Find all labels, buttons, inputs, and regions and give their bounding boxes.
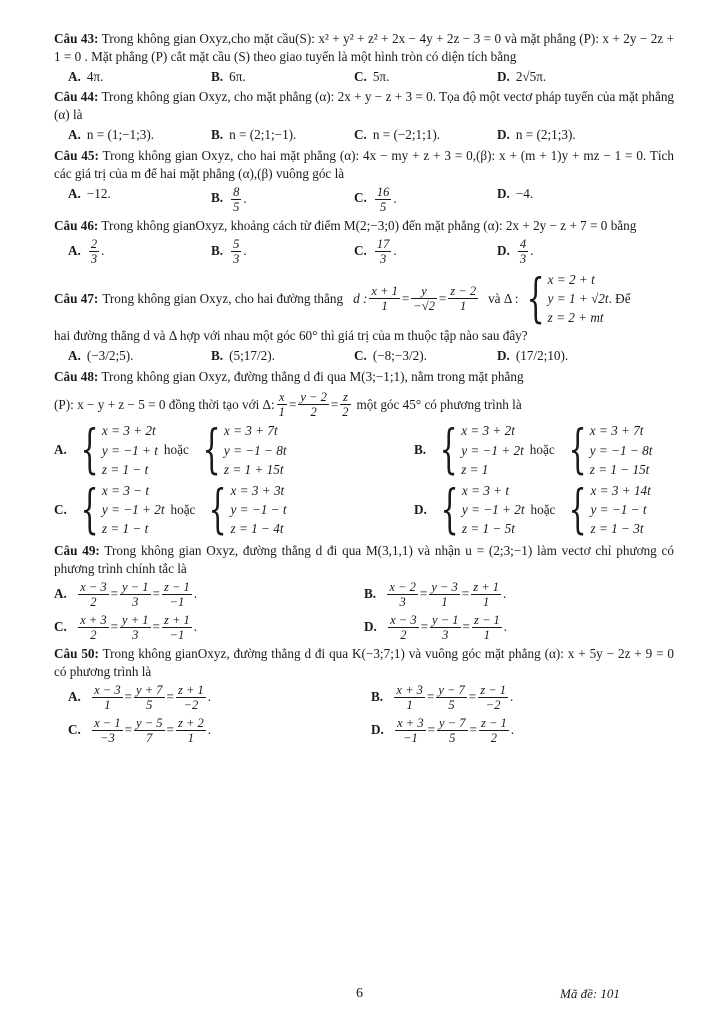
choice-c: C. 5π. — [354, 68, 390, 84]
question-46 — [54, 217, 674, 235]
choice-b: B. $\frac{5}{3}$ . — [211, 237, 247, 267]
choices-47 — [54, 347, 674, 365]
question-label: Câu 47: — [54, 290, 99, 306]
choice-a: A. $\frac{x - 3}{1}$ = $\frac{y + 7}{5}$ = $\frac{z + 1}{-2}$ . — [68, 683, 212, 713]
question-label: Câu 43: — [54, 31, 99, 46]
question-label: Câu 46: — [54, 218, 99, 234]
choices-49-ab — [54, 580, 674, 610]
choice-d: D. $\frac{x - 3}{2}$ = $\frac{y - 1}{3}$ = $\frac{z - 1}{1}$ . — [364, 612, 508, 643]
question-label: Câu 50: — [54, 646, 99, 662]
choice-c: C. $\frac{17}{3}$ . — [354, 237, 397, 267]
choices-50-cd — [54, 716, 674, 746]
choice-d: D. n = (2;1;3). — [497, 127, 576, 143]
choice-c: C. n = (−2;1;1). — [354, 127, 441, 143]
choice-b: B. 6π. — [211, 68, 246, 84]
choice-a: A. $\frac{2}{3}$ . — [68, 237, 105, 267]
choices-48-ab — [54, 420, 674, 481]
question-text: Trong không gianOxyz, khoảng cách từ điểm M(2;−3;0) đến mặt phẳng (α): 2x + 2y − z + 7 = 0 bằng — [101, 218, 637, 234]
exam-page — [54, 30, 674, 749]
choice-d: D. $\frac{4}{3}$ . — [497, 237, 534, 267]
question-text: Trong không gian Oxyz, cho hai mặt phẳng (α): 4x − my + z + 3 = 0,(β): x + (m + 1)y + mz − 1 = 0. Tích các giá trị của m để hai mặt phẳng (α),(β) vuông góc là — [54, 147, 675, 181]
choice-d: D. −4. — [497, 185, 534, 201]
choice-c: C. $\frac{x + 3}{2}$ = $\frac{y + 1}{3}$ = $\frac{z + 1}{-1}$ . — [54, 612, 198, 643]
choice-a: A. n = (1;−1;3). — [68, 127, 155, 143]
delta-system: { x = 2 + t y = 1 + √2t z = 2 + mt — [525, 268, 609, 329]
choice-c: C. $\frac{x - 1}{-3}$ = $\frac{y - 5}{7}$ = $\frac{z + 2}{1}$ . — [68, 715, 212, 746]
choice-b: B. $\frac{x + 3}{1}$ = $\frac{y - 7}{5}$ = $\frac{z - 1}{-2}$ . — [371, 683, 514, 713]
choice-a: A. 4π. — [68, 68, 104, 84]
question-48: Câu 48: Trong không gian Oxyz, đường thẳng d đi qua M(3;−1;1), nằm trong mặt phẳng — [54, 368, 524, 384]
choice-b: B. n = (2;1;−1). — [211, 127, 297, 143]
choices-46 — [54, 237, 674, 267]
question-47: Câu 47: Trong không gian Oxyz, cho hai đường thẳng d : $\frac{x + 1}{1}$ = $\frac{y}{-√2}$ = $\frac{z - 2}{1}$ và Δ : { x = 2 + t y = 1 + √2t z = 2 + mt . Để — [54, 268, 631, 329]
question-text: Trong không gian Oxyz,cho mặt cầu(S): x² + y² + z² + 2x − 4y + 2z − 3 = 0 và mặt phẳng (P): x + 2y − 2z + 1 = 0 . Mặt phẳng (P) cắt mặt cầu (S) theo giao tuyến là một hình tròn có diện tích bằng — [54, 31, 675, 64]
choice-d: D. { x = 3 + t y = −1 + 2t z = 1 − 5t hoặc { x = 3 + 14t y = −1 − t z = 1 − 3t — [414, 479, 651, 540]
question-label: Câu 48: — [54, 368, 99, 384]
question-text: Trong không gianOxyz, đường thẳng d đi qua K(−3;7;1) và vuông góc mặt phẳng (α): x + 5y − 2z + 9 = 0 có phương trình là — [54, 646, 674, 680]
choice-a: A. $\frac{x - 3}{2}$ = $\frac{y - 1}{3}$ = $\frac{z - 1}{-1}$ . — [54, 579, 198, 610]
question-44 — [54, 88, 674, 124]
choices-48-cd — [54, 481, 674, 538]
question-50 — [54, 645, 674, 681]
choice-a: A. −12. — [68, 185, 111, 201]
choice-c: C. (−8;−3/2). — [354, 348, 427, 364]
question-text: Trong không gian Oxyz, đường thẳng d đi qua M(3,1,1) và nhận u = (2;3;−1) làm vectơ chỉ phương có phương trình chính tắc là — [54, 543, 675, 577]
choices-43 — [54, 68, 674, 86]
choice-b: B. $\frac{8}{5}$ . — [211, 184, 247, 214]
question-label: Câu 45: — [54, 147, 99, 163]
choice-b: B. $\frac{x - 2}{3}$ = $\frac{y - 3}{1}$ = $\frac{z + 1}{1}$ . — [364, 579, 507, 610]
choices-45 — [54, 185, 674, 215]
question-48-cont: (P): x − y + z − 5 = 0 đồng thời tạo với Δ: $\frac{x}{1}$ = $\frac{y - 2}{2}$ = $\frac{z}{2}$ một góc 45° có phương trình là — [54, 389, 522, 420]
choice-d: D. $\frac{x + 3}{-1}$ = $\frac{y - 7}{5}$ = $\frac{z - 1}{2}$ . — [371, 715, 515, 746]
choice-a: A. (−3/2;5). — [68, 348, 134, 364]
choice-a: A. { x = 3 + 2t y = −1 + t z = 1 − t hoặc { x = 3 + 7t y = −1 − 8t z = 1 + 15t — [54, 420, 287, 481]
exam-code: Mã đề: 101 — [560, 986, 620, 1001]
question-label: Câu 49: — [54, 543, 100, 559]
question-49 — [54, 542, 674, 578]
choice-c: C. $\frac{16}{5}$ . — [354, 184, 397, 214]
question-43 — [54, 30, 674, 66]
choice-b: B. (5;17/2). — [211, 348, 275, 364]
question-45 — [54, 147, 674, 183]
question-text: Trong không gian Oxyz, cho mặt phẳng (α): 2x + y − z + 3 = 0. Tọa độ một vectơ pháp tuyến của mặt phẳng (α) là — [54, 89, 675, 123]
choice-d: D. (17/2;10). — [497, 348, 569, 364]
choices-49-cd — [54, 613, 674, 643]
choice-b: B. { x = 3 + 2t y = −1 + 2t z = 1 hoặc { x = 3 + 7t y = −1 − 8t z = 1 − 15t — [414, 420, 653, 481]
question-label: Câu 44: — [54, 89, 99, 105]
question-47-cont: hai đường thẳng d và Δ hợp với nhau một góc 60° thì giá trị của m thuộc tập nào sau đây? — [54, 328, 528, 344]
choices-50-ab — [54, 683, 674, 713]
choice-c: C. { x = 3 − t y = −1 + 2t z = 1 − t hoặc { x = 3 + 3t y = −1 − t z = 1 − 4t — [54, 479, 287, 540]
choices-44 — [54, 126, 674, 144]
choice-d: D. 2√5π. — [497, 68, 547, 84]
page-number: 6 — [356, 986, 363, 1001]
